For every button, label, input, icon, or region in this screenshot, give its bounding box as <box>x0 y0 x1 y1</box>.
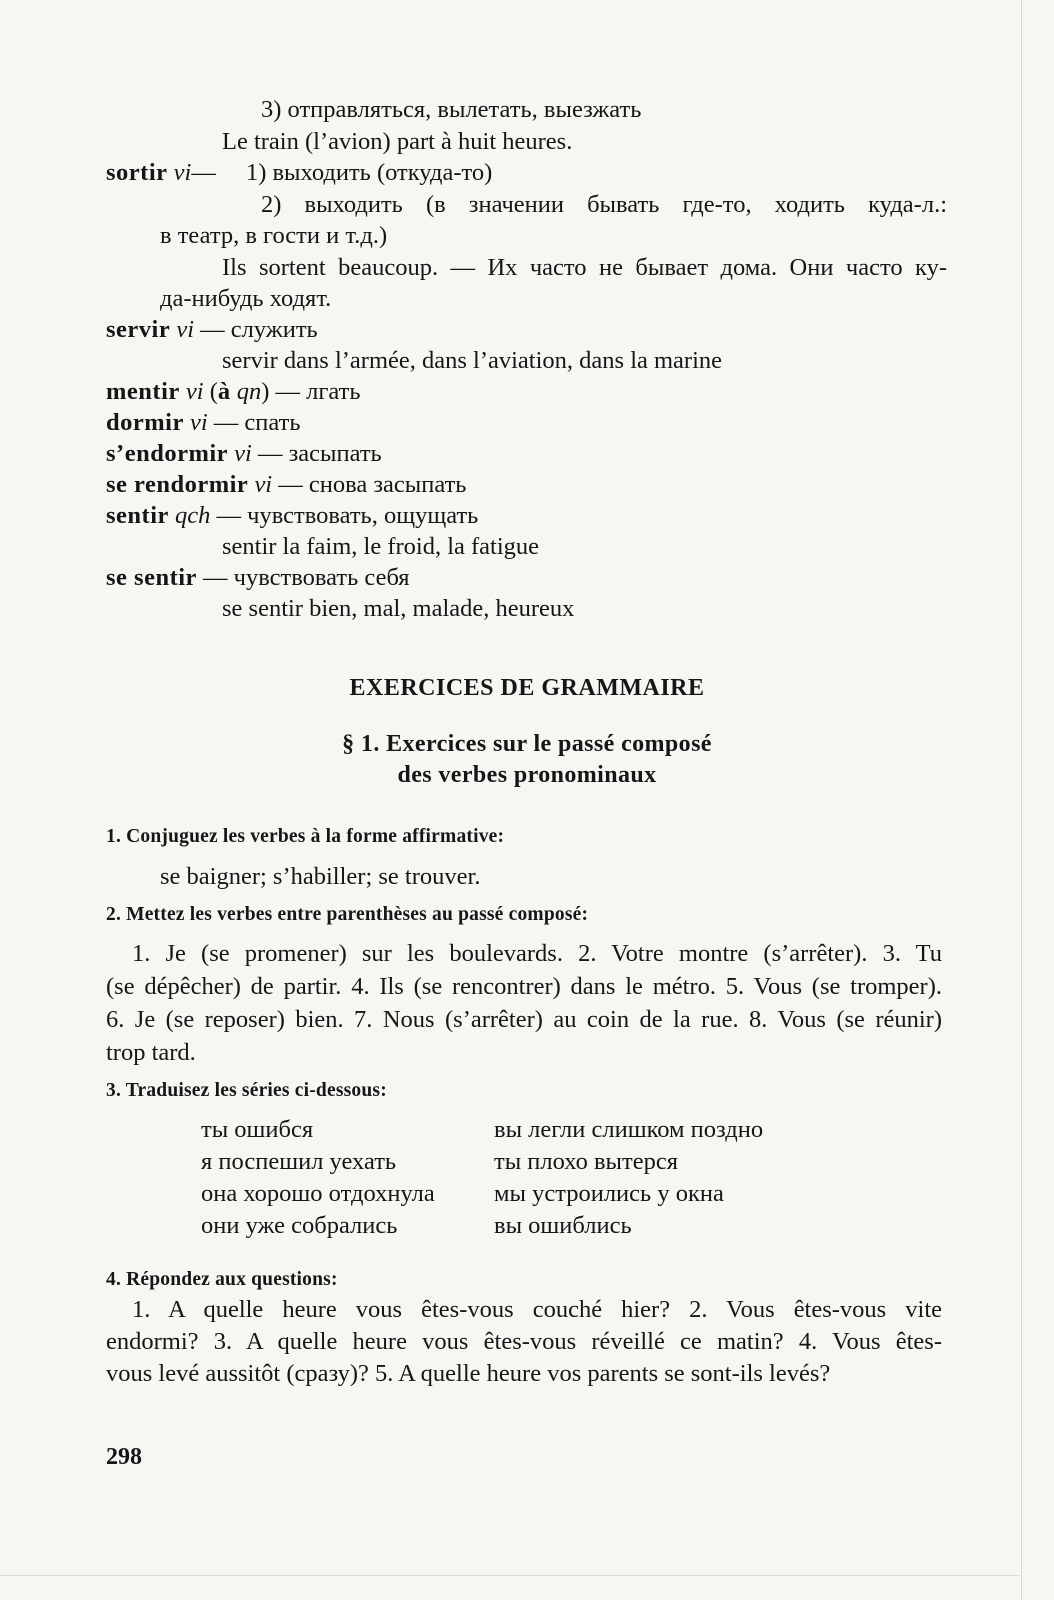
entry-mentir <box>106 377 361 407</box>
entry-sendormir <box>106 439 382 469</box>
sortir-example-line2: да-нибудь ходят. <box>160 285 332 312</box>
sortir-sense-2-line1: 2) выходить (в значении бывать где-то, ходить куда-л.: <box>261 191 947 218</box>
grammar-label: vi <box>189 409 208 436</box>
paren-open: ( <box>209 378 218 405</box>
entry-serendormir <box>106 470 466 500</box>
exercise-2-line: 1. Je (se promener) sur les boulevards. 2. Votre montre (s’arrêter). 3. Tu <box>132 940 942 967</box>
definition: — чувствовать себя <box>203 564 410 591</box>
entry-sentir <box>106 501 478 531</box>
phrase: ты плохо вытерся <box>494 1148 678 1175</box>
entry-servir <box>106 315 318 345</box>
page-edge-bottom <box>0 1575 1020 1576</box>
exercise-1-instruction: 1. Conjuguez les verbes à la forme affirmative: <box>106 826 505 847</box>
definition: — засыпать <box>257 440 382 467</box>
dash: — <box>191 159 216 186</box>
entry-dormir <box>106 408 301 438</box>
sesentir-example: se sentir bien, mal, malade, heureux <box>222 595 575 622</box>
phrase: ты ошибся <box>201 1116 314 1143</box>
page-number: 298 <box>106 1444 142 1470</box>
grammar-label: qch <box>175 502 211 529</box>
sentir-example: sentir la faim, le froid, la fatigue <box>222 533 540 560</box>
section-title: EXERCICES DE GRAMMAIRE <box>349 675 705 701</box>
definition: — снова засыпать <box>278 471 467 498</box>
grammar-label: vi <box>234 440 252 467</box>
exercise-4-line: vous levé aussitôt (сразу)? 5. A quelle heure vos parents se sont-ils levés? <box>106 1360 831 1387</box>
headword: mentir <box>106 378 180 405</box>
subsection-title-line2: des verbes pronominaux <box>397 762 657 788</box>
partir-example: Le train (l’avion) part à huit heures. <box>222 128 573 155</box>
headword: se rendormir <box>106 471 249 498</box>
exercise-3-instruction: 3. Traduisez les séries ci-dessous: <box>106 1080 387 1101</box>
grammar-label: vi <box>176 316 195 343</box>
sortir-example-line1: Ils sortent beaucoup. — Их часто не бывает дома. Они часто ку- <box>222 254 947 281</box>
exercise-2-line: trop tard. <box>106 1039 196 1066</box>
object-abbrev: qn <box>236 378 262 405</box>
exercise-2-line: (se dépêcher) de partir. 4. Ils (se rencontrer) dans le métro. 5. Vous (se tromper). <box>106 973 942 1000</box>
headword: dormir <box>106 409 184 436</box>
phrase: мы устроились у окна <box>494 1180 724 1207</box>
subsection-title-line1: § 1. Exercices sur le passé composé <box>342 731 712 757</box>
grammar-label: vi <box>173 159 192 186</box>
headword: sortir <box>106 159 168 186</box>
entry-sortir <box>106 158 492 188</box>
headword: se sentir <box>106 564 197 591</box>
exercise-3-right-column <box>494 1114 763 1242</box>
headword: sentir <box>106 502 169 529</box>
definition: ) — лгать <box>261 378 361 405</box>
servir-example: servir dans l’armée, dans l’aviation, dans la marine <box>222 347 723 374</box>
exercise-1-body: se baigner; s’habiller; se trouver. <box>160 863 481 890</box>
phrase: вы легли слишком поздно <box>494 1116 764 1143</box>
exercise-2-instruction: 2. Mettez les verbes entre parenthèses au passé composé: <box>106 904 589 925</box>
page-edge-right <box>1021 0 1022 1600</box>
definition: — чувствовать, ощущать <box>216 502 479 529</box>
headword: servir <box>106 316 171 343</box>
grammar-label: vi <box>185 378 204 405</box>
phrase: я поспешил уехать <box>201 1148 397 1175</box>
sortir-sense-2-line2: в театр, в гости и т.д.) <box>160 222 388 249</box>
sortir-sense-1: 1) выходить (откуда-то) <box>245 159 493 186</box>
headword: s’endormir <box>106 440 229 467</box>
partir-sense-3: 3) отправляться, вылетать, выезжать <box>261 96 642 123</box>
exercise-2-line: 6. Je (se reposer) bien. 7. Nous (s’arrêter) au coin de la rue. 8. Vous (se réunir) <box>106 1006 942 1033</box>
preposition: à <box>217 378 231 405</box>
definition: — служить <box>200 316 318 343</box>
entry-sesentir <box>106 563 410 593</box>
phrase: она хорошо отдохнула <box>201 1180 435 1207</box>
definition: — спать <box>213 409 301 436</box>
phrase: они уже собрались <box>201 1212 398 1239</box>
exercise-3-left-column <box>201 1114 435 1242</box>
exercise-4-line: endormi? 3. A quelle heure vous êtes-vous réveillé ce matin? 4. Vous êtes- <box>106 1328 942 1355</box>
grammar-label: vi <box>254 471 273 498</box>
exercise-4-line: 1. A quelle heure vous êtes-vous couché hier? 2. Vous êtes-vous vite <box>132 1296 942 1323</box>
exercise-4-instruction: 4. Répondez aux questions: <box>106 1269 338 1290</box>
phrase: вы ошиблись <box>494 1212 632 1239</box>
